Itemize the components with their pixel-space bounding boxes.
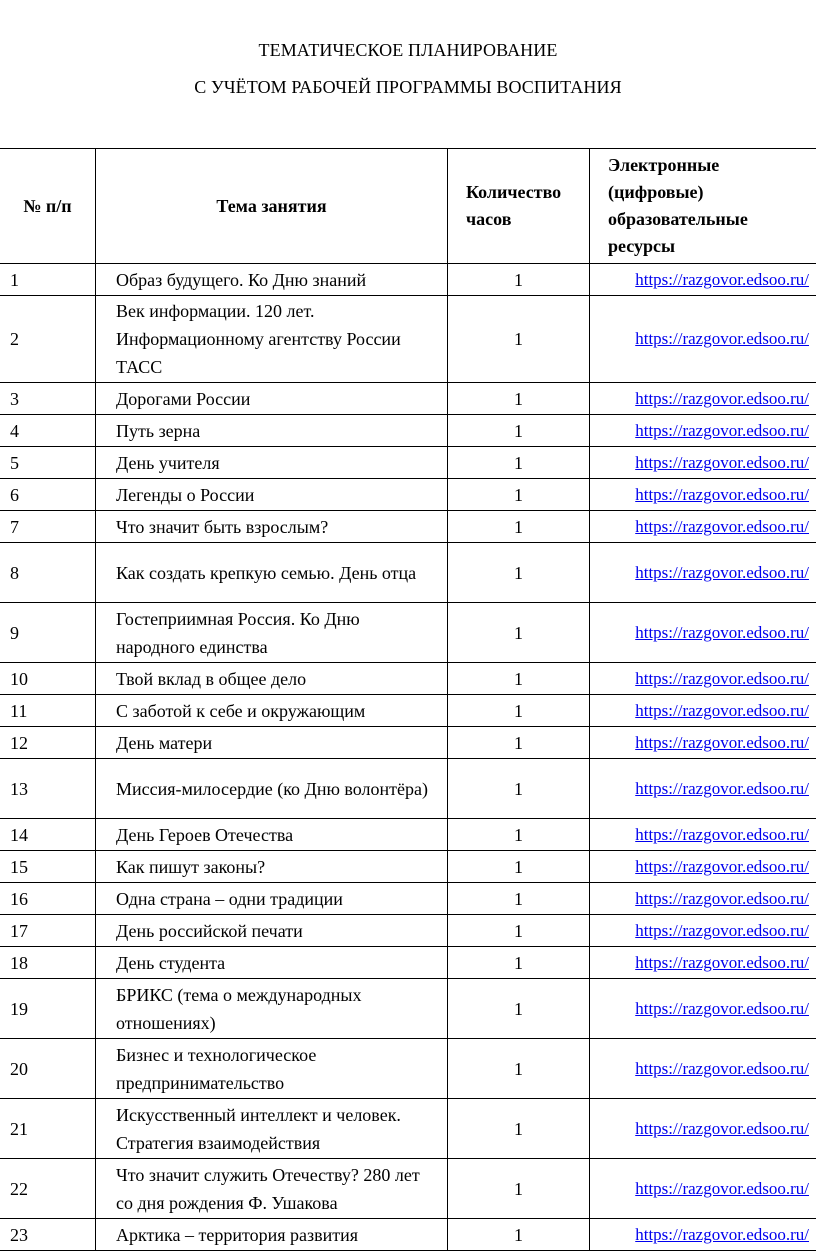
- row-hours: 1: [448, 479, 590, 511]
- row-topic: С заботой к себе и окружающим: [96, 695, 448, 727]
- row-number: 19: [0, 979, 96, 1039]
- resource-link[interactable]: https://razgovor.edsoo.ru/: [635, 888, 809, 908]
- row-hours: 1: [448, 543, 590, 603]
- row-number: 12: [0, 727, 96, 759]
- document-title-line-1: ТЕМАТИЧЕСКОЕ ПЛАНИРОВАНИЕ: [258, 40, 558, 60]
- row-topic: Что значит служить Отечеству? 280 лет со дня рождения Ф. Ушакова: [96, 1159, 448, 1219]
- resource-link[interactable]: https://razgovor.edsoo.ru/: [635, 388, 809, 408]
- table-row: [0, 883, 816, 915]
- resource-link[interactable]: https://razgovor.edsoo.ru/: [635, 562, 809, 582]
- row-topic: День студента: [96, 947, 448, 979]
- resource-link[interactable]: https://razgovor.edsoo.ru/: [635, 269, 809, 289]
- row-hours: 1: [448, 883, 590, 915]
- table-row: [0, 447, 816, 479]
- resource-link[interactable]: https://razgovor.edsoo.ru/: [635, 1178, 809, 1198]
- row-topic: Гостеприимная Россия. Ко Дню народного единства: [96, 603, 448, 663]
- row-hours: 1: [448, 296, 590, 383]
- row-hours: 1: [448, 447, 590, 479]
- row-number: 3: [0, 383, 96, 415]
- table-row: [0, 819, 816, 851]
- table-row: [0, 727, 816, 759]
- row-topic: Легенды о России: [96, 479, 448, 511]
- row-topic: Бизнес и технологическое предпринимательство: [96, 1039, 448, 1099]
- table-row: [0, 415, 816, 447]
- row-number: 2: [0, 296, 96, 383]
- row-topic: Арктика – территория развития: [96, 1219, 448, 1251]
- row-topic: Что значит быть взрослым?: [96, 511, 448, 543]
- row-hours: 1: [448, 947, 590, 979]
- row-number: 20: [0, 1039, 96, 1099]
- table-row: [0, 511, 816, 543]
- row-number: 5: [0, 447, 96, 479]
- resource-link[interactable]: https://razgovor.edsoo.ru/: [635, 1118, 809, 1138]
- row-topic: Одна страна – одни традиции: [96, 883, 448, 915]
- row-number: 1: [0, 264, 96, 296]
- table-row: [0, 1159, 816, 1219]
- row-hours: 1: [448, 727, 590, 759]
- row-hours: 1: [448, 915, 590, 947]
- row-number: 22: [0, 1159, 96, 1219]
- row-number: 18: [0, 947, 96, 979]
- row-hours: 1: [448, 851, 590, 883]
- row-number: 21: [0, 1099, 96, 1159]
- row-hours: 1: [448, 1099, 590, 1159]
- resource-link[interactable]: https://razgovor.edsoo.ru/: [635, 516, 809, 536]
- row-topic: День российской печати: [96, 915, 448, 947]
- resource-link[interactable]: https://razgovor.edsoo.ru/: [635, 856, 809, 876]
- header-topic: Тема занятия: [96, 149, 448, 264]
- table-row: [0, 479, 816, 511]
- table-row: [0, 1099, 816, 1159]
- row-number: 4: [0, 415, 96, 447]
- row-number: 8: [0, 543, 96, 603]
- row-number: 16: [0, 883, 96, 915]
- row-topic: БРИКС (тема о международных отношениях): [96, 979, 448, 1039]
- resource-link[interactable]: https://razgovor.edsoo.ru/: [635, 420, 809, 440]
- row-topic: Миссия-милосердие (ко Дню волонтёра): [96, 759, 448, 819]
- header-number: № п/п: [0, 149, 96, 264]
- header-hours: Количество часов: [448, 149, 590, 264]
- row-number: 10: [0, 663, 96, 695]
- row-number: 7: [0, 511, 96, 543]
- document-title-line-2: С УЧЁТОМ РАБОЧЕЙ ПРОГРАММЫ ВОСПИТАНИЯ: [194, 77, 622, 97]
- row-hours: 1: [448, 264, 590, 296]
- row-number: 23: [0, 1219, 96, 1251]
- row-number: 9: [0, 603, 96, 663]
- resource-link[interactable]: https://razgovor.edsoo.ru/: [635, 1058, 809, 1078]
- row-hours: 1: [448, 603, 590, 663]
- row-hours: 1: [448, 979, 590, 1039]
- row-number: 11: [0, 695, 96, 727]
- row-hours: 1: [448, 1039, 590, 1099]
- row-hours: 1: [448, 819, 590, 851]
- row-hours: 1: [448, 759, 590, 819]
- row-hours: 1: [448, 415, 590, 447]
- resource-link[interactable]: https://razgovor.edsoo.ru/: [635, 329, 809, 348]
- table-row: [0, 915, 816, 947]
- resource-link[interactable]: https://razgovor.edsoo.ru/: [635, 952, 809, 972]
- header-resources: Электронные (цифровые) образовательные ресурсы: [590, 149, 816, 264]
- row-topic: Путь зерна: [96, 415, 448, 447]
- thematic-plan-table: [0, 148, 816, 1251]
- row-topic: Искусственный интеллект и человек. Стратегия взаимодействия: [96, 1099, 448, 1159]
- resource-link[interactable]: https://razgovor.edsoo.ru/: [635, 1224, 809, 1244]
- row-topic: Как создать крепкую семью. День отца: [96, 543, 448, 603]
- table-row: [0, 1039, 816, 1099]
- resource-link[interactable]: https://razgovor.edsoo.ru/: [635, 778, 809, 798]
- row-number: 14: [0, 819, 96, 851]
- row-number: 6: [0, 479, 96, 511]
- table-row: [0, 543, 816, 603]
- table-row: [0, 979, 816, 1039]
- row-hours: 1: [448, 695, 590, 727]
- resource-link[interactable]: https://razgovor.edsoo.ru/: [635, 732, 809, 752]
- row-hours: 1: [448, 1159, 590, 1219]
- row-number: 17: [0, 915, 96, 947]
- row-topic: Как пишут законы?: [96, 851, 448, 883]
- row-number: 13: [0, 759, 96, 819]
- table-row: [0, 383, 816, 415]
- table-row: [0, 663, 816, 695]
- row-hours: 1: [448, 663, 590, 695]
- row-number: 15: [0, 851, 96, 883]
- resource-link[interactable]: https://razgovor.edsoo.ru/: [635, 484, 809, 504]
- resource-link[interactable]: https://razgovor.edsoo.ru/: [635, 824, 809, 844]
- resource-link[interactable]: https://razgovor.edsoo.ru/: [635, 700, 809, 720]
- row-topic: Дорогами России: [96, 383, 448, 415]
- table-row: [0, 1219, 816, 1251]
- table-header-row: [0, 149, 816, 264]
- resource-link[interactable]: https://razgovor.edsoo.ru/: [635, 998, 809, 1018]
- row-topic: Образ будущего. Ко Дню знаний: [96, 264, 448, 296]
- table-row: [0, 296, 816, 383]
- row-topic: Твой вклад в общее дело: [96, 663, 448, 695]
- resource-link[interactable]: https://razgovor.edsoo.ru/: [635, 622, 809, 642]
- table-row: [0, 851, 816, 883]
- table-row: [0, 603, 816, 663]
- row-topic: День учителя: [96, 447, 448, 479]
- row-topic: День матери: [96, 727, 448, 759]
- row-topic: День Героев Отечества: [96, 819, 448, 851]
- table-row: [0, 695, 816, 727]
- table-row: [0, 264, 816, 296]
- row-hours: 1: [448, 383, 590, 415]
- table-row: [0, 947, 816, 979]
- resource-link[interactable]: https://razgovor.edsoo.ru/: [635, 668, 809, 688]
- row-topic: Век информации. 120 лет. Информационному агентству России ТАСС: [96, 296, 448, 383]
- table-row: [0, 759, 816, 819]
- resource-link[interactable]: https://razgovor.edsoo.ru/: [635, 920, 809, 940]
- row-hours: 1: [448, 511, 590, 543]
- resource-link[interactable]: https://razgovor.edsoo.ru/: [635, 452, 809, 472]
- row-hours: 1: [448, 1219, 590, 1251]
